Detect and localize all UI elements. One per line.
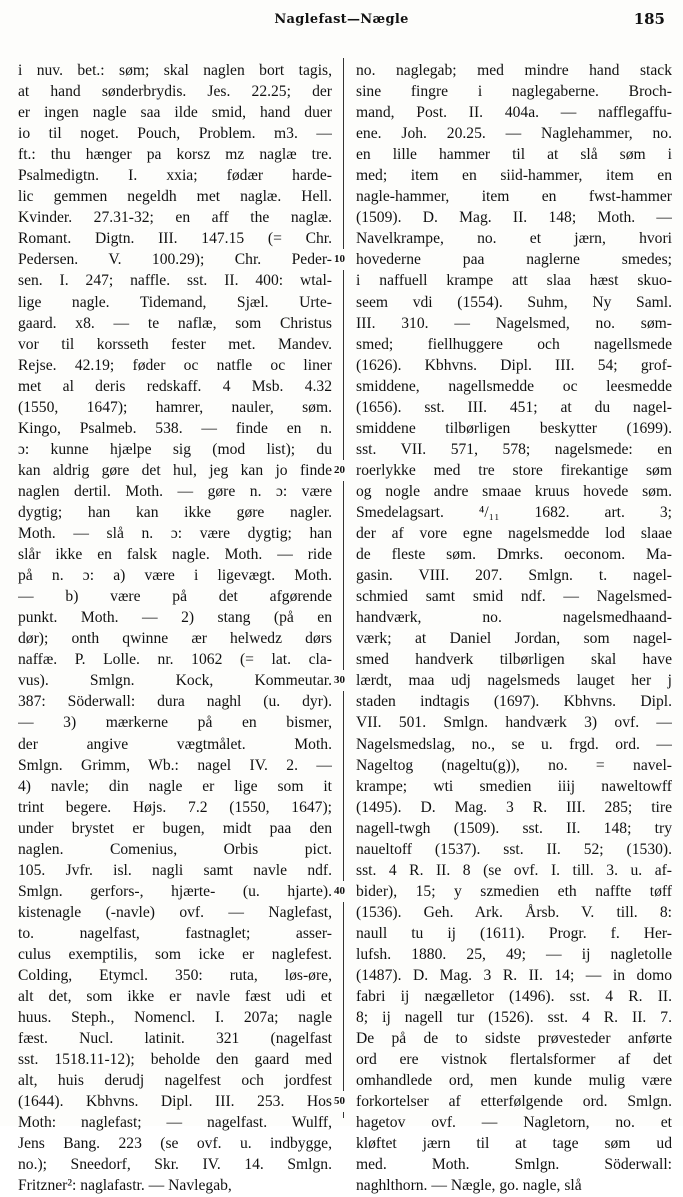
text-line: (1656). sst. III. 451; at du nagel- <box>356 398 672 416</box>
text-line: nagell-twgh (1509). sst. II. 148; try <box>356 819 672 837</box>
text-line: omhandlede ord, men kunde mulig være <box>356 1072 672 1090</box>
text-line: værk; at Daniel Jordan, som nagel- <box>356 630 672 648</box>
right-column <box>356 60 672 1197</box>
text-line: sen. I. 247; naffle. sst. II. 400: wtal- <box>18 272 332 290</box>
text-line: (1626). Kbhvns. Dipl. III. 54; grof- <box>356 356 672 374</box>
text-line: Navelkrampe, no. et jærn, hvori <box>356 230 672 248</box>
text-line: — b) være på det afgørende <box>18 588 332 606</box>
text-line: og nogle andre smaae kruus hovede søm. <box>356 482 672 500</box>
page-header <box>0 8 683 34</box>
text-line: Romant. Digtn. III. 147.15 (= Chr. <box>18 230 332 248</box>
text-line: naffæ. P. Lolle. nr. 1062 (= lat. cla- <box>18 651 332 669</box>
text-line: Kvinder. 27.31-32; en aff the naglæ. <box>18 209 332 227</box>
text-line: lærdt, maa udj nagelsmeds lauget her j <box>356 672 672 690</box>
text-line: alt det, som ikke er navle fæst udi et <box>18 988 332 1006</box>
text-line: Smlgn. gerfors-, hjærte- (u. hjarte). <box>18 882 332 900</box>
text-line: seem vdi (1554). Suhm, Ny Saml. <box>356 293 672 311</box>
text-line: huus. Steph., Nomencl. I. 207a; nagle <box>18 1009 332 1027</box>
text-line: Smedelagsart. ⁴/₁₁ 1682. art. 3; <box>356 503 672 521</box>
text-line: gasin. VIII. 207. Smlgn. t. nagel- <box>356 567 672 585</box>
text-line: (1536). Geh. Ark. Årsb. V. till. 8: <box>356 903 672 921</box>
text-line: (1550, 1647); hamrer, nauler, søm. <box>18 398 332 416</box>
text-line: hagetov ovf. — Nagletorn, no. et <box>356 1114 672 1132</box>
text-line: dør); onth qwinne ær helwedz dørs <box>18 630 332 648</box>
text-line: mand, Post. II. 404a. — nafflegaffu- <box>356 104 672 122</box>
text-line: sst. 1518.11-12); beholde den gaard med <box>18 1051 332 1069</box>
page-number: 185 <box>633 10 665 28</box>
text-line: naglen dertil. Moth. — gøre n. ɔ: være <box>18 482 332 500</box>
left-column <box>18 60 332 1197</box>
text-line: trint begere. Højs. 7.2 (1550, 1647); <box>18 798 332 816</box>
text-line: nagle-hammer, item en fwst-hammer <box>356 188 672 206</box>
text-line: fabri ij nægælletor (1496). sst. 4 R. II. <box>356 988 672 1006</box>
line-number-marker: 40 <box>334 881 345 902</box>
text-line: 105. Jvfr. isl. nagli samt navle ndf. <box>18 861 332 879</box>
text-line: slår ikke en falsk nagle. Moth. — ride <box>18 546 332 564</box>
text-line: lic gemmen negeldh met naglæ. Hell. <box>18 188 332 206</box>
text-line: Moth. — slå n. ɔ: være dygtig; han <box>18 525 332 543</box>
text-line: Smlgn. Grimm, Wb.: nagel IV. 2. — <box>18 756 332 774</box>
text-line: (1509). D. Mag. II. 148; Moth. — <box>356 209 672 227</box>
text-line: bider), 15; y szmedien eth naffte tøff <box>356 882 672 900</box>
text-line: naueltoff (1537). sst. II. 52; (1530). <box>356 840 672 858</box>
text-line: de fleste søm. Dmrks. oeconom. Ma- <box>356 546 672 564</box>
text-line: lufsh. 1880. 25, 49; — ij nagletolle <box>356 945 672 963</box>
text-line: smed handverk tilbørligen skal have <box>356 651 672 669</box>
text-line: at hand sønderbrydis. Jes. 22.25; der <box>18 83 332 101</box>
text-line: sine fingre i naglegaberne. Broch- <box>356 83 672 101</box>
text-line: Kingo, Psalmeb. 538. — finde en n. <box>18 419 332 437</box>
text-line: (1644). Kbhvns. Dipl. III. 253. Hos <box>18 1093 332 1111</box>
text-line: staden indtagis (1697). Kbhvns. Dipl. <box>356 693 672 711</box>
text-line: — 3) mærkerne på en bismer, <box>18 714 332 732</box>
text-line: Nageltog (nageltu(g)), no. = navel- <box>356 756 672 774</box>
text-line: ft.: thu hænger pa korsz mz naglæ tre. <box>18 146 332 164</box>
text-line: sst. VII. 571, 578; nagelsmede: en <box>356 440 672 458</box>
text-line: forkortelser af etterfølgende ord. Smlgn. <box>356 1093 672 1111</box>
text-line: met al deris redskaff. 4 Msb. 4.32 <box>18 377 332 395</box>
text-line: punkt. Moth. — 2) stang (på en <box>18 609 332 627</box>
line-number-marker: 50 <box>334 1091 345 1112</box>
text-line: handværk, no. nagelsmedhaand- <box>356 609 672 627</box>
text-line: i naffuell krampe att slaa hæst skuo- <box>356 272 672 290</box>
text-line: culus exemptilis, som icke er naglefest. <box>18 945 332 963</box>
text-line: der angive vægtmålet. Moth. <box>18 735 332 753</box>
text-line: ene. Joh. 20.25. — Naglehammer, no. <box>356 125 672 143</box>
text-line: ɔ: kunne hjælpe sig (mod list); du <box>18 440 332 458</box>
text-line: VII. 501. Smlgn. handværk 3) ovf. — <box>356 714 672 732</box>
text-line: 4) navle; din nagle er lige som it <box>18 777 332 795</box>
text-line: kan aldrig gøre det hul, jeg kan jo finde <box>18 461 332 479</box>
text-line: roerlykke med tre store firekantige søm <box>356 461 672 479</box>
running-head: Naglefast—Nægle <box>274 12 409 27</box>
text-line: schmied samt smid ndf. — Nagelsmed- <box>356 588 672 606</box>
text-line: der af vore egne nagelsmedde lod slaae <box>356 525 672 543</box>
text-line: no.); Sneedorf, Skr. IV. 14. Smlgn. <box>18 1156 332 1174</box>
text-line: kløftet jærn til at tage søm ud <box>356 1135 672 1153</box>
text-line: (1487). D. Mag. 3 R. II. 14; — in domo <box>356 967 672 985</box>
text-line: io til noget. Pouch, Problem. m3. — <box>18 125 332 143</box>
text-line: med; item en siid-hammer, item en <box>356 167 672 185</box>
text-line: lige nagle. Tidemand, Sjæl. Urte- <box>18 293 332 311</box>
text-line: sst. 4 R. II. 8 (se ovf. I. till. 3. u. af- <box>356 861 672 879</box>
text-line: Psalmedigtn. I. xxia; fødær harde- <box>18 167 332 185</box>
text-line: Colding, Etymcl. 350: ruta, løs-øre, <box>18 967 332 985</box>
text-line: (1495). D. Mag. 3 R. III. 285; tire <box>356 798 672 816</box>
text-line: vus). Smlgn. Kock, Kommeutar. <box>18 672 332 690</box>
text-line: alt, huis derudj nagelfest och jordfest <box>18 1072 332 1090</box>
line-number-marker: 20 <box>334 460 345 481</box>
text-line: gaard. x8. — te naflæ, som Christus <box>18 314 332 332</box>
text-line: smed; fiellhuggere och nagellsmede <box>356 335 672 353</box>
text-line: hovederne paa naglerne smedes; <box>356 251 672 269</box>
text-line: naull tu ij (1611). Progr. f. Her- <box>356 924 672 942</box>
text-line: 387: Söderwall: dura naghl (u. dyr). <box>18 693 332 711</box>
text-line: Pedersen. V. 100.29); Chr. Peder- <box>18 251 332 269</box>
text-line: smiddene tilbørligen beskytter (1699). <box>356 419 672 437</box>
text-line: De på de to sidste prøvesteder anførte <box>356 1030 672 1048</box>
text-line: fæst. Nucl. latinit. 321 (nagelfast <box>18 1030 332 1048</box>
text-line: to. nagelfast, fastnaglet; asser- <box>18 924 332 942</box>
text-line: naglen. Comenius, Orbis pict. <box>18 840 332 858</box>
text-line: ord ere vistnok flertalsformer af det <box>356 1051 672 1069</box>
text-line: Rejse. 42.19; føder oc natfle oc liner <box>18 356 332 374</box>
text-line: i nuv. bet.: søm; skal naglen bort tagis, <box>18 62 332 79</box>
text-line: 8; ij nagell tur (1526). sst. 4 R. II. 7. <box>356 1009 672 1027</box>
text-line: på n. ɔ: a) være i ligevægt. Moth. <box>18 567 332 585</box>
text-line: naghlthorn. — Nægle, go. nagle, slå <box>356 1177 582 1195</box>
text-line: kistenagle (-navle) ovf. — Naglefast, <box>18 903 332 921</box>
text-line: med. Moth. Smlgn. Söderwall: <box>356 1156 672 1174</box>
text-line: vor til korsseth fester met. Mandev. <box>18 335 332 353</box>
text-line: no. naglegab; med mindre hand stack <box>356 62 672 79</box>
text-line: III. 310. — Nagelsmed, no. søm- <box>356 314 672 332</box>
column-divider <box>343 58 344 1118</box>
line-number-marker: 30 <box>334 670 345 691</box>
text-line: under brystet er bugen, midt paa den <box>18 819 332 837</box>
text-line: Moth: naglefast; — nagelfast. Wulff, <box>18 1114 332 1132</box>
text-line: smiddene, nagellsmedde oc leesmedde <box>356 377 672 395</box>
text-line: krampe; wti smedien iiij naweltowff <box>356 777 672 795</box>
line-number-marker: 10 <box>334 249 345 270</box>
text-line: en lille hammer til at slå søm i <box>356 146 672 164</box>
text-line: Jens Bang. 223 (se ovf. u. indbygge, <box>18 1135 332 1153</box>
text-line: er ingen nagle saa ilde smid, hand duer <box>18 104 332 122</box>
text-line: dygtig; han kan ikke gøre nagler. <box>18 503 332 521</box>
text-line: Nagelsmedslag, no., se u. frgd. ord. — <box>356 735 672 753</box>
text-line: Fritzner²: naglafastr. — Navlegab, <box>18 1177 232 1195</box>
